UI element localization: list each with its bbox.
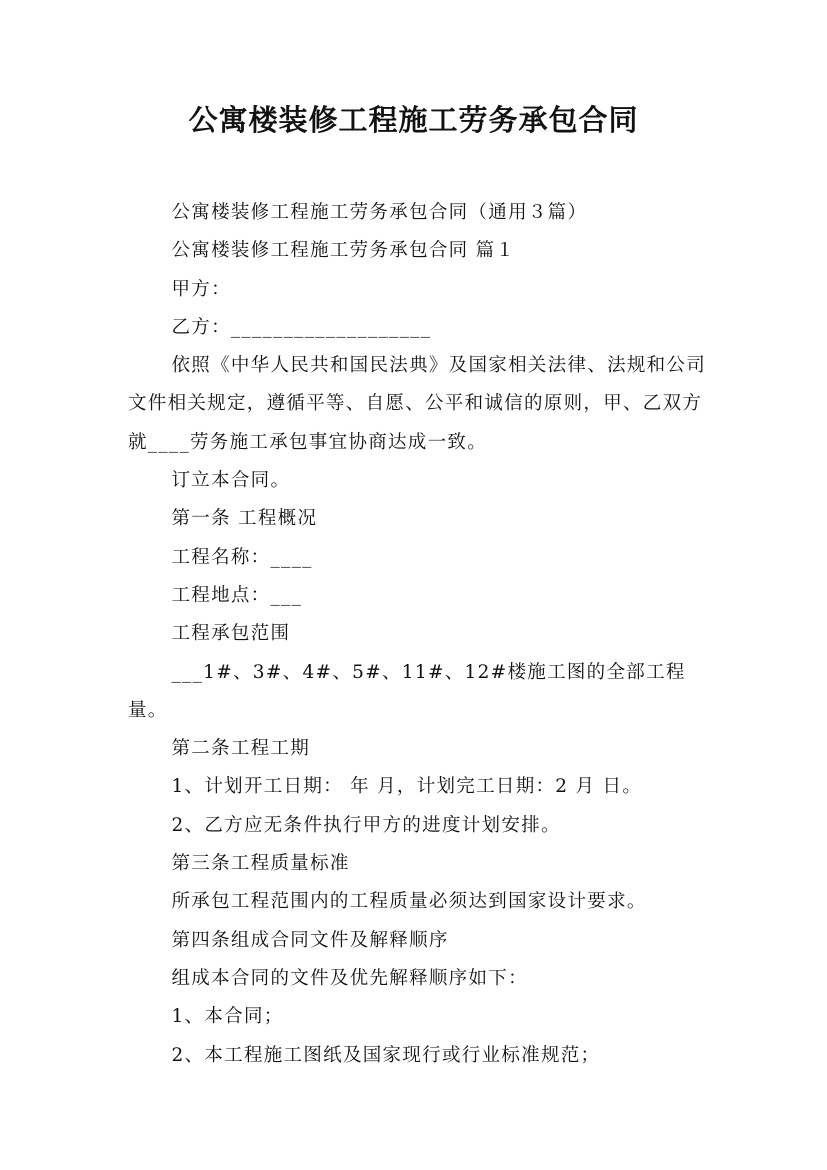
paragraph-part-heading: 公寓楼装修工程施工劳务承包合同 篇１ (171, 240, 516, 262)
quality-standard-line: 所承包工程范围内的工程质量必须达到国家设计要求。 (171, 891, 647, 913)
schedule-item-2: 2、乙方应无条件执行甲方的进度计划安排。 (171, 814, 561, 836)
document-body (128, 194, 718, 1075)
paragraph-preamble: 依照《中华人民共和国民法典》及国家相关法律、法规和公司文件相关规定，遵循平等、自愿、公平和诚信的原则，甲、乙双方就____劳务施工承包事宜协商达成一致。 (128, 355, 707, 453)
project-name-line: 工程名称：____ (171, 546, 313, 568)
schedule-item-1: 1、计划开工日期： 年 月，计划完工日期：2 月 日。 (171, 776, 643, 798)
project-scope-line: ___1#、3#、4#、5#、11#、12#楼施工图的全部工程量。 (128, 661, 686, 721)
document-order-item-1: 1、本合同； (171, 1006, 284, 1028)
project-location-line: 工程地点：___ (171, 584, 303, 606)
document-order-item-2: 2、本工程施工图纸及国家现行或行业标准规范； (171, 1044, 601, 1066)
project-scope-heading: 工程承包范围 (171, 623, 291, 645)
paragraph-conclusion: 订立本合同。 (171, 470, 291, 492)
article-1-heading: 第一条 工程概况 (171, 508, 318, 530)
article-4-heading: 第四条组成合同文件及解释顺序 (171, 929, 449, 951)
document-title: 公寓楼装修工程施工劳务承包合同 (188, 103, 639, 137)
article-2-heading: 第二条工程工期 (171, 738, 311, 760)
paragraph-party-b: 乙方：___________________ (171, 316, 432, 338)
paragraph-party-a: 甲方： (171, 278, 231, 300)
document-order-intro: 组成本合同的文件及优先解释顺序如下： (171, 967, 528, 989)
article-3-heading: 第三条工程质量标准 (171, 853, 350, 875)
paragraph-subtitle: 公寓楼装修工程施工劳务承包合同（通用３篇） (171, 202, 588, 223)
